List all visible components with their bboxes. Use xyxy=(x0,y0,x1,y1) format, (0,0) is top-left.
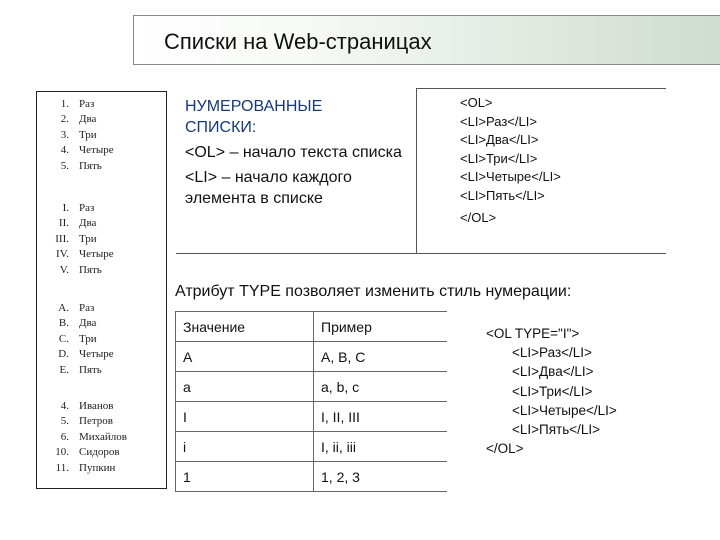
item-text: Три xyxy=(79,332,97,345)
li-description: <LI> – начало каждого элемента в списке xyxy=(185,169,352,207)
item-text: Четыре xyxy=(79,348,114,361)
list-item xyxy=(37,363,166,378)
table-row xyxy=(176,462,448,492)
code-line: <LI>Четыре</LI> xyxy=(460,169,561,184)
divider xyxy=(416,88,666,89)
item-text: Пять xyxy=(79,363,102,376)
table-cell: 1 xyxy=(176,462,314,492)
list-item xyxy=(37,445,166,460)
example-group-arabic xyxy=(37,97,166,174)
item-number: 6. xyxy=(60,430,69,443)
code-line: <LI>Раз</LI> xyxy=(512,345,592,361)
list-item xyxy=(37,159,166,174)
item-text: Два xyxy=(79,113,97,126)
column-header: Значение xyxy=(176,312,314,342)
page-title: Списки на Web-страницах xyxy=(164,29,432,54)
table-cell: 1, 2, 3 xyxy=(314,462,448,492)
list-item xyxy=(37,232,166,247)
code-line: <LI>Три</LI> xyxy=(460,150,538,166)
item-number: III. xyxy=(55,232,69,245)
item-text: Раз xyxy=(79,202,95,214)
item-number: I. xyxy=(62,202,69,214)
example-group-start4 xyxy=(37,399,166,476)
code-line: </OL> xyxy=(460,210,497,225)
numbered-list-examples xyxy=(36,91,167,489)
item-number: A. xyxy=(58,302,69,314)
item-number: II. xyxy=(58,217,69,230)
table-row xyxy=(176,342,448,372)
list-item xyxy=(37,216,166,231)
item-text: Раз xyxy=(79,98,95,110)
item-number: IV. xyxy=(56,248,69,261)
item-text: Три xyxy=(79,232,97,245)
type-values-table xyxy=(175,311,447,492)
item-text: Два xyxy=(79,217,97,230)
list-item xyxy=(37,461,166,476)
item-text: Пять xyxy=(79,263,102,276)
item-text: Пупкин xyxy=(79,461,116,474)
list-item xyxy=(37,347,166,362)
item-number: 4. xyxy=(60,400,69,412)
ol-code-example xyxy=(460,94,561,228)
ol-description: <OL> – начало текста списка xyxy=(185,144,402,161)
item-number: D. xyxy=(58,348,69,361)
heading-line-2: СПИСКИ: xyxy=(185,119,257,136)
divider xyxy=(416,88,417,254)
code-line: <OL> xyxy=(460,95,493,110)
list-item xyxy=(37,201,166,216)
code-line: </OL> xyxy=(486,441,524,457)
item-number: 3. xyxy=(60,128,69,141)
item-text: Четыре xyxy=(79,248,114,261)
table-row xyxy=(176,372,448,402)
list-item xyxy=(37,143,166,158)
item-text: Раз xyxy=(79,302,95,314)
item-number: C. xyxy=(58,332,69,345)
table-header-row xyxy=(176,312,448,342)
code-line: <OL TYPE="I"> xyxy=(486,326,580,341)
item-number: V. xyxy=(59,263,69,276)
code-line: <LI>Два</LI> xyxy=(460,132,539,147)
ordered-list-info-table xyxy=(176,88,666,254)
list-item xyxy=(37,247,166,262)
list-item xyxy=(37,399,166,414)
example-group-alpha xyxy=(37,301,166,378)
table-cell: I, II, III xyxy=(314,402,448,432)
item-number: 4. xyxy=(60,144,69,157)
list-item xyxy=(37,97,166,112)
list-item xyxy=(37,316,166,331)
item-number: 11. xyxy=(55,461,69,474)
table-cell: I, ii, iii xyxy=(314,432,448,462)
list-item xyxy=(37,430,166,445)
item-text: Пять xyxy=(79,159,102,172)
list-item xyxy=(37,112,166,127)
item-number: 10. xyxy=(55,446,69,459)
item-text: Четыре xyxy=(79,144,114,157)
list-item xyxy=(37,301,166,316)
example-group-roman xyxy=(37,201,166,278)
table-cell: a, b, c xyxy=(314,372,448,402)
item-text: Петров xyxy=(79,415,113,428)
divider xyxy=(176,253,666,254)
item-number: 5. xyxy=(60,159,69,172)
title-banner xyxy=(133,15,720,65)
list-item xyxy=(37,128,166,143)
info-description xyxy=(185,96,410,213)
code-line: <LI>Три</LI> xyxy=(512,383,593,399)
code-line: <LI>Два</LI> xyxy=(512,364,594,380)
list-item xyxy=(37,263,166,278)
table-row xyxy=(176,432,448,462)
table-cell: I xyxy=(176,402,314,432)
code-line: <LI>Пять</LI> xyxy=(512,422,601,438)
item-number: B. xyxy=(58,317,69,330)
code-line: <LI>Пять</LI> xyxy=(460,187,545,203)
column-header: Пример xyxy=(314,312,448,342)
table-row xyxy=(176,402,448,432)
list-item xyxy=(37,332,166,347)
item-text: Три xyxy=(79,128,97,141)
ol-type-code-example xyxy=(486,324,617,458)
item-text: Иванов xyxy=(79,400,114,412)
table-cell: i xyxy=(176,432,314,462)
table-cell: A, B, C xyxy=(314,342,448,372)
heading-line-1: НУМЕРОВАННЫЕ xyxy=(185,98,323,115)
item-text: Два xyxy=(79,317,97,330)
item-number: 5. xyxy=(60,415,69,428)
table-cell: a xyxy=(176,372,314,402)
item-text: Сидоров xyxy=(79,446,120,459)
section-heading xyxy=(185,96,410,138)
item-number: E. xyxy=(59,363,69,376)
list-item xyxy=(37,414,166,429)
item-number: 2. xyxy=(60,113,69,126)
code-line: <LI>Раз</LI> xyxy=(460,113,537,129)
table-cell: A xyxy=(176,342,314,372)
item-number: 1. xyxy=(60,98,69,110)
item-text: Михайлов xyxy=(79,430,127,443)
code-line: <LI>Четыре</LI> xyxy=(512,402,617,418)
type-attribute-note: Атрибут TYPE позволяет изменить стиль нумерации: xyxy=(175,283,572,300)
